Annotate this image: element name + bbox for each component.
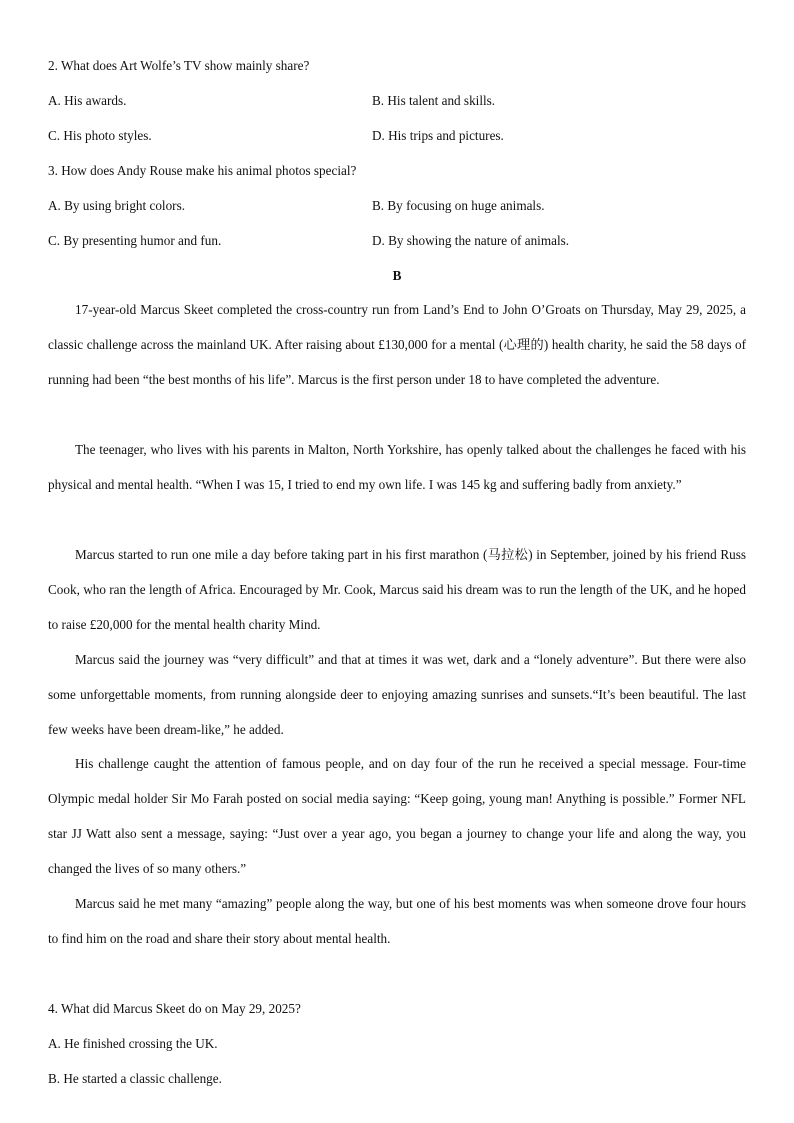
question-3-option-b: B. By focusing on huge animals. bbox=[372, 198, 545, 213]
question-3-stem: 3. How does Andy Rouse make his animal photos special? bbox=[48, 163, 357, 178]
question-2-stem: 2. What does Art Wolfe’s TV show mainly share? bbox=[48, 58, 310, 73]
question-4-stem: 4. What did Marcus Skeet do on May 29, 2025? bbox=[48, 1001, 301, 1016]
question-4-option-b: B. He started a classic challenge. bbox=[48, 1071, 222, 1086]
passage-paragraph-5: His challenge caught the attention of famous people, and on day four of the run he received a special message. Four-time Olympic medal holder Sir Mo Farah posted on social media saying: “Keep going, young man! Anything is possible.” Former NFL star JJ Watt also sent a message, saying: “Just over a year ago, you began a journey to change your life and along the way, you changed the lives of so many others.” bbox=[48, 756, 746, 876]
question-3-option-c: C. By presenting humor and fun. bbox=[48, 233, 222, 248]
question-3-option-a: A. By using bright colors. bbox=[48, 198, 186, 213]
question-2-option-d: D. His trips and pictures. bbox=[372, 128, 504, 143]
passage-paragraph-6: Marcus said he met many “amazing” people along the way, but one of his best moments was when someone drove four hours to find him on the road and share their story about mental health. bbox=[48, 896, 746, 946]
section-b-heading: B bbox=[392, 268, 402, 283]
passage-paragraph-1: 17-year-old Marcus Skeet completed the cross-country run from Land’s End to John O’Groats on Thursday, May 29, 2025, a classic challenge across the mainland UK. After raising about £130,000 for a mental (心理的) health charity, he said the 58 days of running had been “the best months of his life”. Marcus is the first person under 18 to have completed the adventure. bbox=[48, 302, 746, 387]
question-2-option-b: B. His talent and skills. bbox=[372, 93, 496, 108]
question-3-option-d: D. By showing the nature of animals. bbox=[372, 233, 570, 248]
passage-paragraph-2: The teenager, who lives with his parents in Malton, North Yorkshire, has openly talked about the challenges he faced with his physical and mental health. “When I was 15, I tried to end my own life. I was 145 kg and suffering badly from anxiety.” bbox=[48, 442, 746, 492]
question-2-option-a: A. His awards. bbox=[48, 93, 127, 108]
passage-paragraph-4: Marcus said the journey was “very difficult” and that at times it was wet, dark and a “lonely adventure”. But there were also some unforgettable moments, from running alongside deer to enjoying amazing sunrises and sunsets.“It’s been beautiful. The last few weeks have been dream-like,” he added. bbox=[48, 652, 746, 737]
question-2-option-c: C. His photo styles. bbox=[48, 128, 152, 143]
question-4-option-a: A. He finished crossing the UK. bbox=[48, 1036, 218, 1051]
passage-paragraph-3: Marcus started to run one mile a day before taking part in his first marathon (马拉松) in September, joined by his friend Russ Cook, who ran the length of Africa. Encouraged by Mr. Cook, Marcus said his dream was to run the length of the UK, and he hoped to raise £20,000 for the mental health charity Mind. bbox=[48, 547, 746, 632]
